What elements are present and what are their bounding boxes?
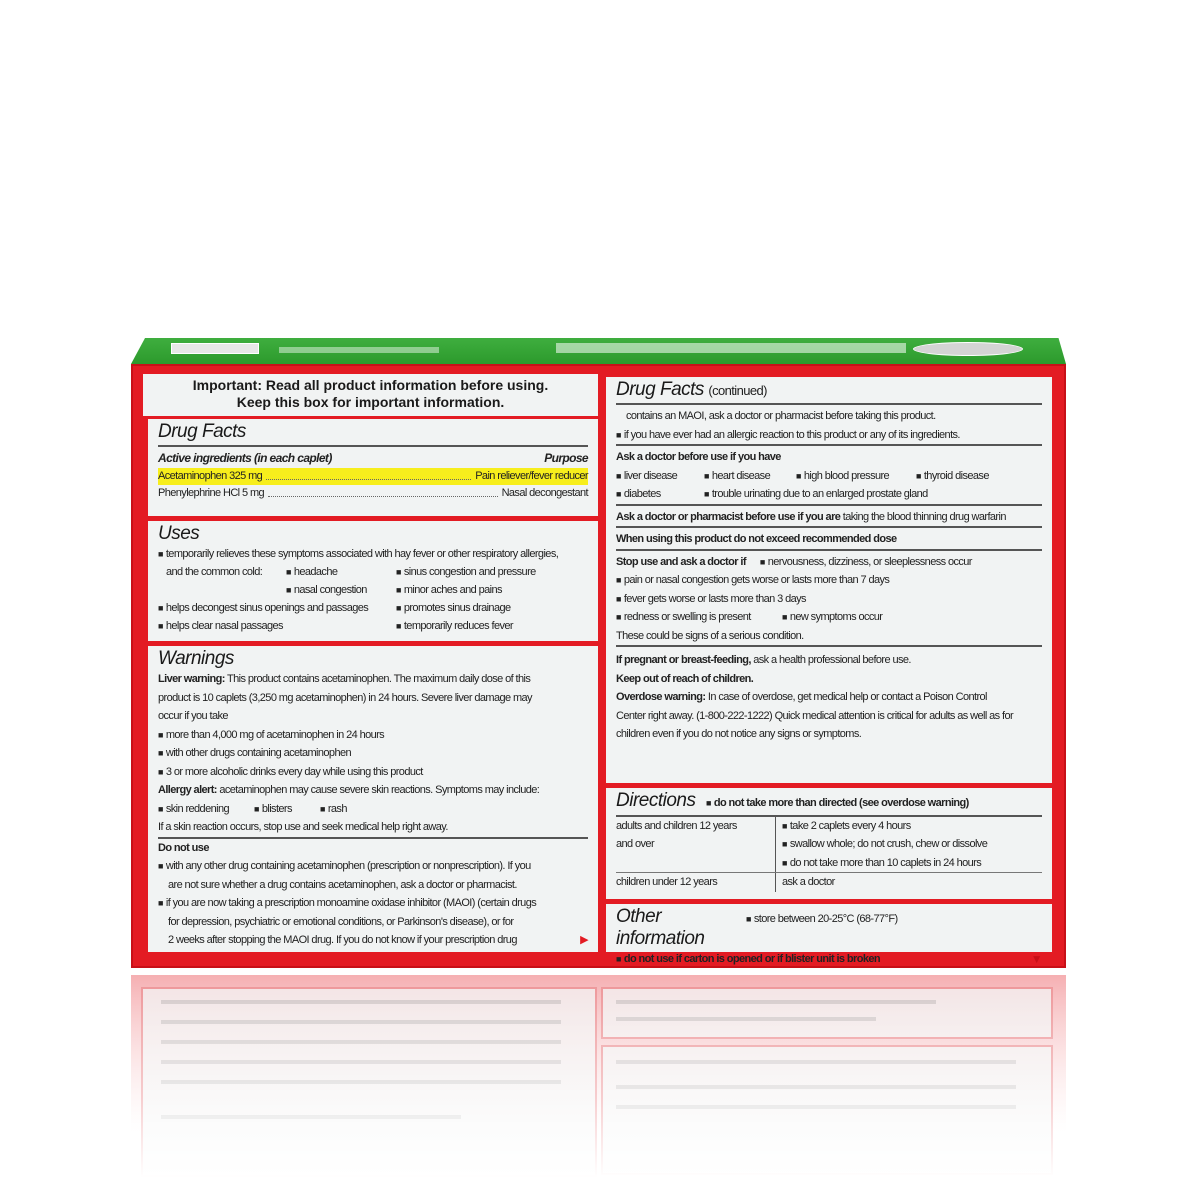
- ingredient-purpose: Nasal decongestant: [501, 486, 588, 499]
- uses-item: ■ helps clear nasal passages: [158, 617, 396, 635]
- storage-text: ■ store between 20-25°C (68-77°F): [746, 910, 898, 929]
- drug-facts-continued-box: [603, 374, 1055, 786]
- continued-text: ■ if you have ever had an allergic reaction to this product or any of its ingredients.: [616, 426, 1042, 447]
- uses-item: ■ temporarily relieves these symptoms associated with hay fever or other respiratory allergies,: [158, 545, 588, 563]
- symptom-item: ■ headache: [286, 563, 396, 581]
- important-line-2: Keep this box for important information.: [236, 394, 505, 410]
- do-not-use-item: ■ if you are now taking a prescription monoamine oxidase inhibitor (MAOI) (certain drugs: [158, 894, 588, 913]
- overdose-text: Center right away. (1-800-222-1222) Quick medical attention is critical for adults as well as for: [616, 709, 1014, 722]
- strip-brand-text: [556, 343, 906, 353]
- uses-item: ■ temporarily reduces fever: [396, 617, 513, 635]
- other-info-title: Other information: [616, 906, 705, 949]
- do-not-use-item: 2 weeks after stopping the MAOI drug. If you do not know if your prescription drug: [168, 934, 517, 946]
- drug-facts-title: Drug Facts: [158, 421, 588, 447]
- stop-use-footer: These could be signs of a serious condition.: [616, 627, 1042, 648]
- directions-row: [616, 817, 1042, 874]
- strip-text: [279, 347, 439, 353]
- condition-item: ■ heart disease: [704, 467, 796, 486]
- symptom-item: ■ minor aches and pains: [396, 581, 502, 599]
- carton-back-panel: [131, 364, 1066, 968]
- condition-item: ■ thyroid disease: [916, 467, 989, 486]
- allergy-item: ■ rash: [320, 800, 347, 819]
- age-group: and over: [616, 838, 655, 850]
- ingredient-row: [158, 485, 588, 502]
- directions-row: [616, 873, 1042, 892]
- allergy-alert-label: Allergy alert:: [158, 784, 217, 796]
- condition-item: ■ diabetes: [616, 485, 704, 504]
- stop-use-item: ■ redness or swelling is present: [616, 608, 782, 627]
- drug-facts-box: [145, 416, 601, 519]
- important-line-1: Important: Read all product information before using.: [192, 377, 549, 393]
- directions-box: [603, 785, 1055, 902]
- uses-item: ■ promotes sinus drainage: [396, 599, 511, 617]
- ingredient-name: Phenylephrine HCl 5 mg: [158, 486, 265, 499]
- liver-warning-item: ■ 3 or more alcoholic drinks every day while using this product: [158, 763, 588, 782]
- keep-out-text: Keep out of reach of children.: [616, 672, 754, 685]
- ask-doctor-title: Ask a doctor before use if you have: [616, 451, 781, 463]
- ingredient-purpose: Pain reliever/fever reducer: [475, 469, 588, 482]
- ingredients-header: [158, 449, 588, 468]
- blister-warning: ■ do not use if carton is opened or if blister unit is broken: [616, 950, 880, 969]
- overdose-text: In case of overdose, get medical help or contact a Poison Control: [707, 691, 987, 703]
- uses-item: ■ helps decongest sinus openings and passages: [158, 599, 396, 617]
- liver-warning-text: occur if you take: [158, 710, 228, 722]
- do-not-use-title: Do not use: [158, 841, 209, 854]
- do-not-use-item: ■ with any other drug containing acetaminophen (prescription or nonprescription). If you: [158, 857, 588, 876]
- stop-use-item: ■ nervousness, dizziness, or sleeplessness occur: [760, 556, 972, 568]
- do-not-use-item: for depression, psychiatric or emotional conditions, or Parkinson's disease), or for: [168, 915, 514, 928]
- continue-arrow-down-icon: ▼: [1030, 952, 1042, 966]
- dose-item: ■ take 2 caplets every 4 hours: [782, 817, 987, 836]
- product-carton: [131, 338, 1066, 968]
- continued-suffix: (continued): [708, 383, 767, 398]
- condition-item: ■ high blood pressure: [796, 467, 916, 486]
- uses-title: Uses: [158, 523, 200, 544]
- ingredient-row: [158, 468, 588, 485]
- warnings-title: Warnings: [158, 648, 234, 669]
- stop-use-label: Stop use and ask a doctor if: [616, 555, 746, 568]
- continued-title: Drug Facts: [616, 379, 704, 400]
- continue-arrow-icon: ▶: [580, 934, 588, 946]
- allergy-item: ■ blisters: [254, 800, 320, 819]
- ask-pharmacist-label: Ask a doctor or pharmacist before use if you are: [616, 510, 841, 523]
- when-using-text: When using this product do not exceed recommended dose: [616, 530, 1042, 551]
- liver-warning-item: ■ with other drugs containing acetaminophen: [158, 744, 588, 763]
- active-ingredients-label: Active ingredients (in each caplet): [158, 451, 332, 465]
- allergy-alert-text: acetaminophen may cause severe skin reactions. Symptoms may include:: [219, 784, 540, 796]
- overdose-text: children even if you do not notice any signs or symptoms.: [616, 728, 862, 740]
- do-not-use-item: are not sure whether a drug contains acetaminophen, ask a doctor or pharmacist.: [168, 878, 517, 891]
- important-notice: [143, 374, 598, 416]
- liver-warning-item: ■ more than 4,000 mg of acetaminophen in 24 hours: [158, 726, 588, 745]
- condition-item: ■ trouble urinating due to an enlarged prostate gland: [704, 485, 928, 504]
- uses-box: [145, 518, 601, 644]
- stop-use-item: ■ new symptoms occur: [782, 608, 882, 627]
- purpose-label: Purpose: [544, 451, 588, 465]
- pregnant-label: If pregnant or breast-feeding,: [616, 654, 751, 666]
- strip-badge: [171, 343, 259, 354]
- carton-reflection: [131, 975, 1066, 1200]
- pregnant-text: ask a health professional before use.: [753, 654, 911, 666]
- directions-note: ■ do not take more than directed (see overdose warning): [706, 794, 969, 813]
- allergy-item: ■ skin reddening: [158, 800, 254, 819]
- dose-item: ■ swallow whole; do not crush, chew or dissolve: [782, 835, 987, 854]
- ingredient-name: Acetaminophen 325 mg: [158, 469, 263, 482]
- continued-text: contains an MAOI, ask a doctor or pharmacist before taking this product.: [626, 410, 936, 422]
- liver-warning-label: Liver warning:: [158, 673, 225, 685]
- allergy-footer: If a skin reaction occurs, stop use and seek medical help right away.: [158, 818, 588, 839]
- stop-use-item: ■ pain or nasal congestion gets worse or lasts more than 7 days: [616, 571, 1042, 590]
- other-info-box: [603, 901, 1055, 966]
- warnings-box: [145, 643, 601, 955]
- dose-item: ask a doctor: [782, 876, 835, 888]
- strip-logo: [913, 342, 1023, 356]
- carton-top-strip: [131, 338, 1066, 364]
- liver-warning-text: product is 10 caplets (3,250 mg acetaminophen) in 24 hours. Severe liver damage may: [158, 691, 532, 704]
- uses-lead: and the common cold:: [166, 566, 263, 578]
- directions-title: Directions: [616, 790, 696, 811]
- stop-use-item: ■ fever gets worse or lasts more than 3 days: [616, 590, 1042, 609]
- dose-item: ■ do not take more than 10 caplets in 24 hours: [782, 854, 987, 873]
- age-group: adults and children 12 years: [616, 819, 737, 832]
- age-group: children under 12 years: [616, 873, 776, 892]
- liver-warning-text: This product contains acetaminophen. The maximum daily dose of this: [227, 673, 531, 685]
- ask-pharmacist-text: taking the blood thinning drug warfarin: [842, 510, 1006, 523]
- overdose-label: Overdose warning:: [616, 691, 706, 703]
- symptom-item: ■ sinus congestion and pressure: [396, 563, 536, 581]
- condition-item: ■ liver disease: [616, 467, 704, 486]
- symptom-item: ■ nasal congestion: [286, 581, 396, 599]
